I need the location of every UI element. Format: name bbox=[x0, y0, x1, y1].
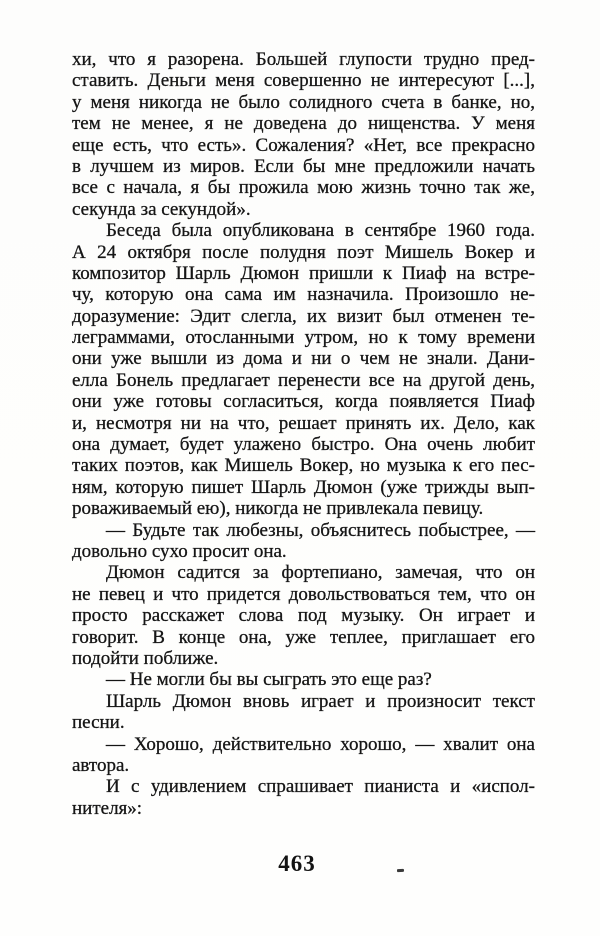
text-line: тем не менее, я не доведена до нищенства. У меня bbox=[72, 113, 535, 135]
text-line: секунда за секундой». bbox=[72, 198, 251, 220]
text-line: она думает, будет улажено быстро. Она очень любит bbox=[72, 434, 535, 456]
text-line: Шарль Дюмон вновь играет и произносит текст bbox=[106, 690, 535, 712]
text-line: нителя»: bbox=[72, 797, 143, 819]
page-number: 463 bbox=[278, 851, 316, 876]
text-line: чу, которую она сама им назначила. Произошло не- bbox=[72, 284, 535, 306]
text-line: не певец и что придется довольствоваться тем, что он bbox=[72, 583, 535, 605]
text-line: они уже готовы согласиться, когда появляется Пиаф bbox=[72, 391, 535, 413]
text-line: в лучшем из миров. Если бы мне предложили начать bbox=[72, 155, 535, 177]
text-line: подойти поближе. bbox=[72, 647, 219, 669]
text-line: автора. bbox=[72, 754, 130, 776]
text-line: таких поэтов, как Мишель Вокер, но музыка к его пес- bbox=[72, 455, 535, 477]
text-line: песни. bbox=[72, 712, 125, 734]
text-line: роваживаемый ею), никогда не привлекала певицу. bbox=[72, 498, 484, 520]
text-line: елла Бонель предлагает перенести все на другой день, bbox=[72, 369, 535, 391]
text-line: еще есть, что есть». Сожаления? «Нет, все прекрасно bbox=[72, 134, 535, 156]
text-line: довольно сухо просит она. bbox=[72, 540, 287, 562]
text-line: говорит. В конце она, уже теплее, приглашает его bbox=[72, 626, 535, 648]
text-line: все с начала, я бы прожила мою жизнь точно так же, bbox=[72, 177, 535, 199]
text-line: и, несмотря ни на что, решает принять их. Дело, как bbox=[72, 412, 535, 434]
text-line: просто расскажет слова под музыку. Он играет и bbox=[72, 605, 535, 627]
text-line: ням, которую пишет Шарль Дюмон (уже трижды вып- bbox=[72, 476, 535, 498]
text-line: композитор Шарль Дюмон пришли к Пиаф на встре- bbox=[72, 262, 535, 284]
text-line: — Хорошо, действительно хорошо, — хвалит она bbox=[106, 733, 535, 755]
page-text-block bbox=[72, 49, 535, 819]
text-line: леграммами, отосланными утром, но к тому времени bbox=[72, 327, 535, 349]
text-line: — Не могли бы вы сыграть это еще раз? bbox=[106, 669, 432, 691]
text-line: Дюмон садится за фортепиано, замечая, что он bbox=[106, 562, 535, 584]
text-line: они уже вышли из дома и ни о чем не знали. Дани- bbox=[72, 348, 535, 370]
text-line: — Будьте так любезны, объяснитесь побыстрее, — bbox=[106, 519, 535, 541]
text-line: ставить. Деньги меня совершенно не интересуют [...], bbox=[72, 70, 535, 92]
text-line: А 24 октября после полудня поэт Мишель Вокер и bbox=[72, 241, 535, 263]
text-line: Беседа была опубликована в сентябре 1960 года. bbox=[106, 220, 535, 242]
scan-artifact-dash bbox=[397, 869, 404, 872]
text-line: хи, что я разорена. Большей глупости трудно пред- bbox=[72, 49, 535, 70]
text-line: И с удивлением спрашивает пианиста и «испол- bbox=[106, 776, 535, 798]
text-line: доразумение: Эдит слегла, их визит был отменен те- bbox=[72, 305, 535, 327]
text-line: у меня никогда не было солидного счета в банке, но, bbox=[72, 91, 535, 113]
